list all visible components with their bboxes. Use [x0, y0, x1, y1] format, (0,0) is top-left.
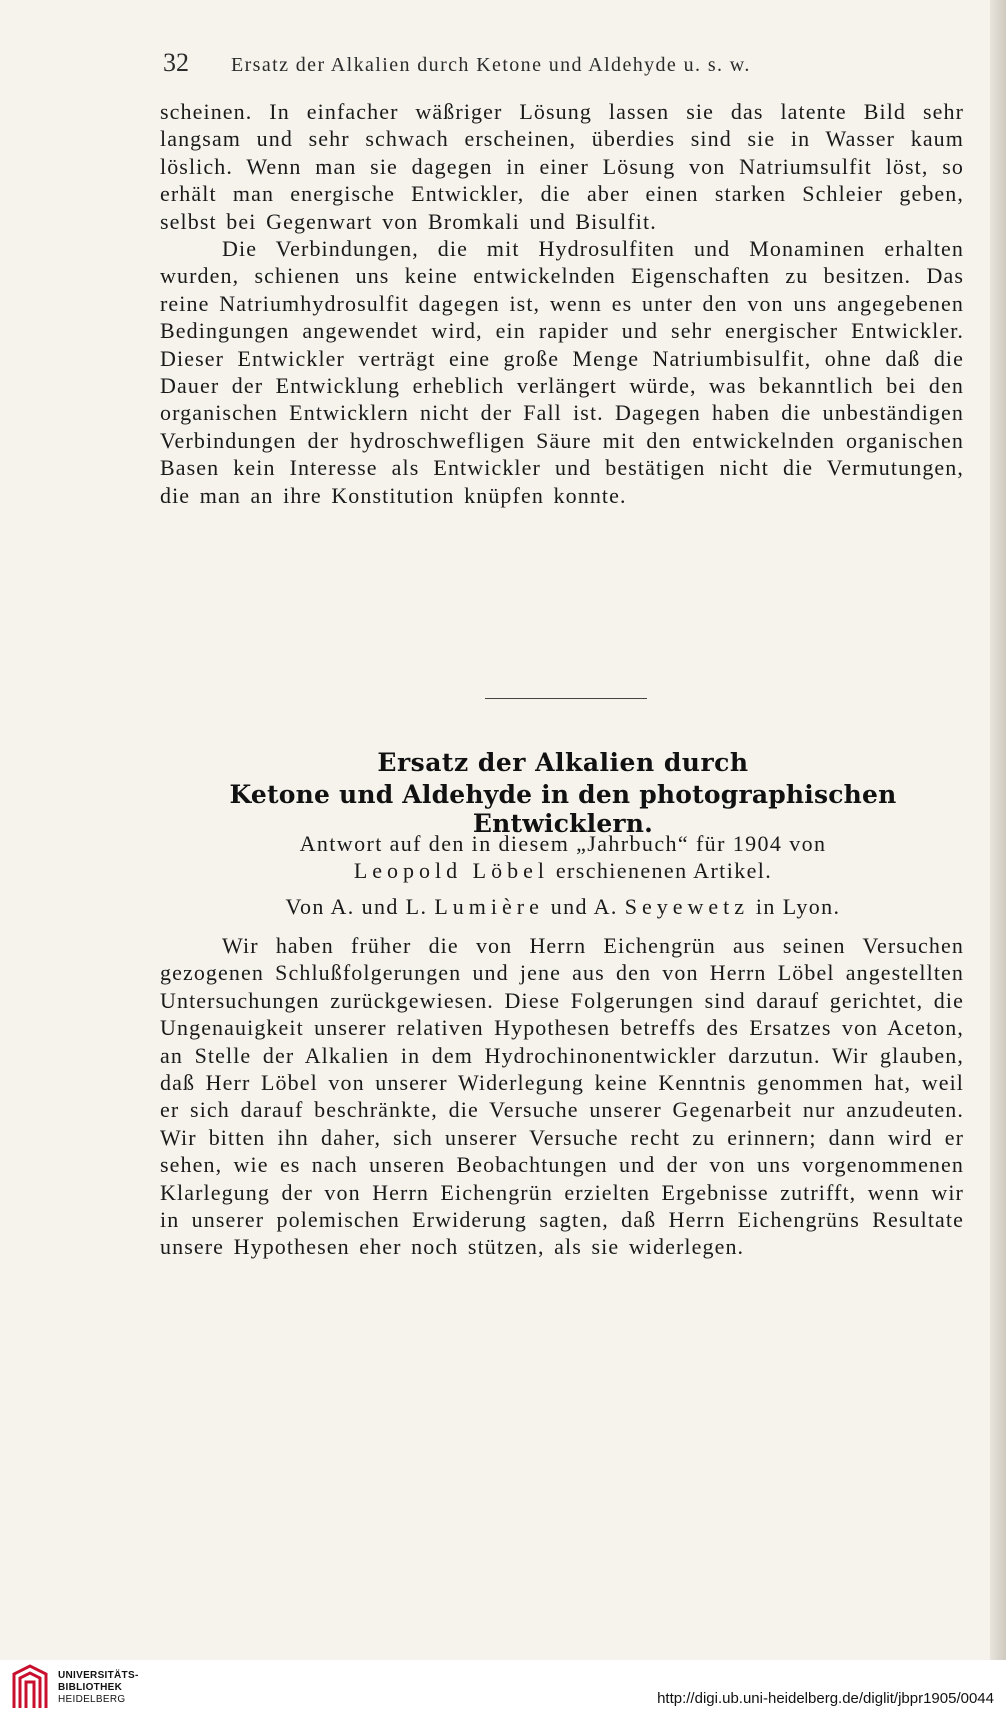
author-name-seyewetz: Seyewetz [624, 894, 750, 919]
paragraph-hydrosulfite: Die Verbindungen, die mit Hydrosulfiten und Monaminen erhalten wurden, schienen uns keine entwickelnden Eigenschaften zu besitzen. Das reine Natriumhydrosulfit dagegen ist, wenn es unter den von uns angegebenen Bedingungen angewendet wird, ein rapider und sehr energischer Entwickler. Dieser Entwickler verträgt eine große Menge Natriumbisulfit, ohne daß die Dauer der Entwicklung erheblich verlängert würde, was bekanntlich bei den organischen Entwicklern nicht der Fall ist. Dagegen haben die unbeständigen Verbindungen der hydroschwefligen Säure mit den entwickelnden organischen Basen kein Interesse als Entwickler und bestätigen nicht die Vermutungen, die man an ihre Konstitution knüpfen konnte. [160, 236, 964, 508]
byline-und: und A. [543, 894, 625, 919]
byline [150, 893, 976, 920]
paragraph-continued: scheinen. In einfacher wäßriger Lösung lassen sie das latente Bild sehr langsam und sehr schwach erscheinen, überdies sind sie in Wasser kaum löslich. Wenn man sie dagegen in einer Lösung von Natriumsulfit löst, so erhält man energische Entwickler, die aber einen starken Schleier geben, selbst bei Gegenwart von Bromkali und Bisulfit. [160, 99, 964, 234]
logo-line2: BIBLIOTHEK [58, 1682, 123, 1693]
article-title-line2: Ketone und Aldehyde in den photographischen Entwicklern. [229, 780, 897, 838]
section-separator [485, 698, 647, 699]
author-name-loebel: Leopold Löbel [353, 858, 549, 883]
article-body [160, 932, 964, 1261]
subtitle-line2 [150, 857, 976, 884]
article-title-line1: Ersatz der Alkalien durch [377, 748, 749, 777]
article-subtitle [150, 830, 976, 884]
logo-line1: UNIVERSITÄTS- [58, 1670, 139, 1681]
library-logo-icon [12, 1664, 48, 1710]
byline-rest: in Lyon. [749, 894, 841, 919]
running-head [163, 48, 983, 78]
subtitle-line2-rest: erschienenen Artikel. [548, 858, 773, 883]
logo-line3: HEIDELBERG [58, 1694, 126, 1705]
author-name-lumiere: Lumière [434, 894, 544, 919]
page-edge [990, 0, 1006, 1660]
source-url-link[interactable]: http://digi.ub.uni-heidelberg.de/diglit/jbpr1905/0044 [657, 1690, 994, 1707]
article-paragraph: Wir haben früher die von Herrn Eichengrün aus seinen Versuchen gezogenen Schlußfolgerungen und jene aus den von Herrn Löbel angestellten Untersuchungen zurückgewiesen. Diese Folgerungen sind darauf gerichtet, die Ungenauigkeit unserer relativen Hypothesen betreffs des Ersatzes von Aceton, an Stelle der Alkalien in dem Hydrochinonentwickler darzutun. Wir glauben, daß Herr Löbel von unserer Widerlegung keine Kenntnis genommen hat, weil er sich darauf beschränkte, die Versuche unserer Gegenarbeit nur anzudeuten. Wir bitten ihn daher, sich unserer Versuche recht zu erinnern; dann wird er sehen, wie es nach unseren Beobachtungen und der von uns vorgenommenen Klarlegung der von Herrn Eichengrün erzielten Ergebnisse zutrifft, wenn wir in unserer polemischen Erwiderung sagten, daß Herrn Eichengrüns Resultate unsere Hypothesen eher noch stützen, als sie widerlegen. [160, 933, 964, 1260]
byline-von: Von A. und L. [285, 894, 435, 919]
continued-text [160, 98, 964, 509]
subtitle-line1: Antwort auf den in diesem „Jahrbuch“ für 1904 von [299, 831, 827, 856]
library-logo[interactable] [12, 1662, 139, 1714]
page-number: 32 [163, 48, 189, 77]
running-title: Ersatz der Alkalien durch Ketone und Aldehyde u. s. w. [231, 54, 751, 76]
library-logo-text [58, 1670, 139, 1706]
